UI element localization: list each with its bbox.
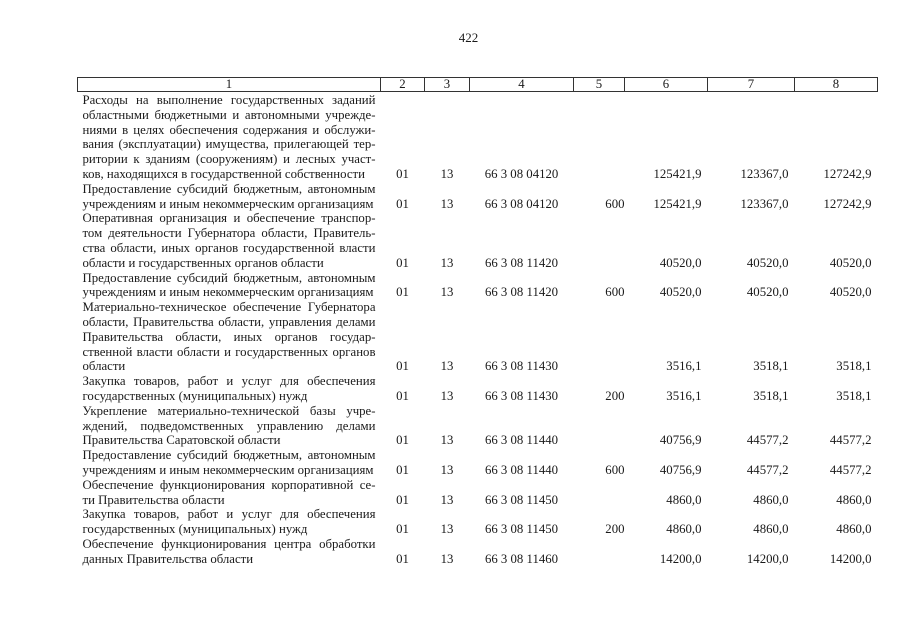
- amount-col-7: 40520,0: [746, 255, 789, 270]
- amount-col-6: 4860,0: [666, 492, 702, 507]
- amount-col-8: 3518,1: [836, 388, 872, 403]
- section-code: 01: [396, 522, 409, 537]
- amount-col-6: 4860,0: [666, 522, 702, 537]
- amount-col-6: 40756,9: [659, 462, 702, 477]
- subsection-code: 13: [440, 255, 454, 270]
- target-article-code: 66 3 08 11440: [484, 433, 559, 448]
- section-code: 01: [396, 551, 409, 566]
- subsection-code: 13: [440, 462, 454, 477]
- row-description: [78, 211, 381, 270]
- description-line: данных Правительства области: [82, 551, 254, 566]
- amount-col-7: 44577,2: [746, 433, 789, 448]
- amount-col-8: 44577,2: [829, 433, 872, 448]
- target-article-code: 66 3 08 04120: [484, 196, 559, 211]
- description-line: области, Правительства области, управления делами: [82, 314, 376, 329]
- section-code: 01: [396, 433, 409, 448]
- row-description: [78, 300, 381, 374]
- expense-type-code: 600: [605, 285, 625, 300]
- description-line: учреждениям и иным некоммерческим организациям: [82, 285, 374, 300]
- table-row: [78, 182, 878, 212]
- description-line: Укрепление материально-технической базы учре-: [82, 403, 376, 418]
- subsection-code: 13: [440, 285, 454, 300]
- description-line: ниями в целях обеспечения содержания и обслужи-: [82, 122, 376, 137]
- description-line: Закупка товаров, работ и услуг для обеспечения: [82, 507, 376, 522]
- expense-type-code: [574, 300, 625, 374]
- subsection-code: 13: [440, 166, 454, 181]
- description-line: Материально-техническое обеспечение Губернатора: [82, 300, 376, 315]
- expense-type-code: [574, 211, 625, 270]
- subsection-code: 13: [440, 551, 454, 566]
- section-code: 01: [396, 285, 409, 300]
- description-line: государственных (муниципальных) нужд: [82, 388, 308, 403]
- header-col-2: 2: [381, 78, 425, 92]
- amount-col-8: 44577,2: [829, 462, 872, 477]
- subsection-code: 13: [440, 492, 454, 507]
- subsection-code: 13: [440, 433, 454, 448]
- description-line: учреждениям и иным некоммерческим организациям: [82, 196, 374, 211]
- amount-col-8: 14200,0: [829, 551, 872, 566]
- subsection-code: 13: [440, 359, 454, 374]
- row-description: [78, 507, 381, 537]
- target-article-code: 66 3 08 04120: [484, 166, 559, 181]
- amount-col-6: 40756,9: [659, 433, 702, 448]
- amount-col-6: 14200,0: [659, 551, 702, 566]
- target-article-code: 66 3 08 11430: [484, 388, 559, 403]
- target-article-code: 66 3 08 11460: [484, 551, 559, 566]
- section-code: 01: [396, 462, 409, 477]
- description-line: ков, находящихся в государственной собственности: [82, 166, 365, 181]
- description-line: ственной власти области и государственных органов: [82, 344, 376, 359]
- amount-col-7: 3518,1: [753, 388, 789, 403]
- amount-col-7: 4860,0: [753, 522, 789, 537]
- header-col-1: 1: [78, 78, 381, 92]
- description-line: Обеспечение функционирования корпоративной се-: [82, 477, 376, 492]
- description-line: вания (эксплуатации) имущества, прилегающей тер-: [82, 137, 376, 152]
- description-line: Закупка товаров, работ и услуг для обеспечения: [82, 374, 376, 389]
- table-row: [78, 448, 878, 478]
- section-code: 01: [396, 359, 409, 374]
- description-line: ства области, иных органов государственной власти: [82, 240, 376, 255]
- target-article-code: 66 3 08 11420: [484, 285, 559, 300]
- amount-col-8: 4860,0: [836, 492, 872, 507]
- expense-type-code: 600: [605, 462, 625, 477]
- row-description: [78, 478, 381, 508]
- description-line: Предоставление субсидий бюджетным, автономным: [82, 448, 376, 463]
- description-line: Обеспечение функционирования центра обработки: [82, 536, 376, 551]
- row-description: [78, 374, 381, 404]
- target-article-code: 66 3 08 11440: [484, 462, 559, 477]
- target-article-code: 66 3 08 11450: [484, 522, 559, 537]
- budget-table: [77, 77, 878, 567]
- description-line: Оперативная организация и обеспечение транспор-: [82, 211, 376, 226]
- row-description: [78, 537, 381, 567]
- amount-col-7: 44577,2: [746, 462, 789, 477]
- amount-col-8: 4860,0: [836, 522, 872, 537]
- target-article-code: 66 3 08 11420: [484, 255, 559, 270]
- row-description: [78, 271, 381, 301]
- target-article-code: 66 3 08 11430: [484, 359, 559, 374]
- description-line: Предоставление субсидий бюджетным, автономным: [82, 270, 376, 285]
- amount-col-8: 40520,0: [829, 285, 872, 300]
- table-row: [78, 92, 878, 182]
- amount-col-7: 3518,1: [753, 359, 789, 374]
- column-number-header: [78, 78, 878, 92]
- amount-col-7: 123367,0: [740, 166, 789, 181]
- description-line: государственных (муниципальных) нужд: [82, 522, 308, 537]
- subsection-code: 13: [440, 196, 454, 211]
- expense-type-code: [574, 404, 625, 448]
- amount-col-8: 3518,1: [836, 359, 872, 374]
- amount-col-6: 125421,9: [653, 196, 702, 211]
- amount-col-6: 40520,0: [659, 285, 702, 300]
- row-description: [78, 448, 381, 478]
- description-line: области: [82, 359, 126, 374]
- expense-type-code: [574, 92, 625, 182]
- amount-col-8: 127242,9: [823, 166, 872, 181]
- page-number: 422: [458, 30, 479, 45]
- row-description: [78, 404, 381, 448]
- amount-col-7: 123367,0: [740, 196, 789, 211]
- amount-col-7: 14200,0: [746, 551, 789, 566]
- table-row: [78, 537, 878, 567]
- amount-col-6: 125421,9: [653, 166, 702, 181]
- description-line: ждений, подведомственных управлению делами: [82, 418, 376, 433]
- target-article-code: 66 3 08 11450: [484, 492, 559, 507]
- section-code: 01: [396, 166, 409, 181]
- table-body: [78, 92, 878, 567]
- section-code: 01: [396, 388, 409, 403]
- section-code: 01: [396, 196, 409, 211]
- section-code: 01: [396, 492, 409, 507]
- description-line: учреждениям и иным некоммерческим организациям: [82, 462, 374, 477]
- description-line: ритории к зданиям (сооружениям) и лесных участ-: [82, 152, 376, 167]
- table-row: [78, 478, 878, 508]
- header-col-7: 7: [708, 78, 795, 92]
- expense-type-code: 600: [605, 196, 625, 211]
- expense-type-code: 200: [605, 388, 625, 403]
- table-row: [78, 211, 878, 270]
- header-col-5: 5: [574, 78, 625, 92]
- table-row: [78, 374, 878, 404]
- amount-col-8: 127242,9: [823, 196, 872, 211]
- amount-col-6: 40520,0: [659, 255, 702, 270]
- amount-col-8: 40520,0: [829, 255, 872, 270]
- header-col-4: 4: [470, 78, 574, 92]
- amount-col-6: 3516,1: [666, 388, 702, 403]
- header-col-3: 3: [425, 78, 470, 92]
- description-line: ти Правительства области: [82, 492, 225, 507]
- row-description: [78, 92, 381, 182]
- table-row: [78, 271, 878, 301]
- expense-type-code: [574, 478, 625, 508]
- row-description: [78, 182, 381, 212]
- description-line: Предоставление субсидий бюджетным, автономным: [82, 181, 376, 196]
- description-line: том деятельности Губернатора области, Правитель-: [82, 226, 376, 241]
- header-col-8: 8: [795, 78, 878, 92]
- description-line: областными бюджетными и автономными учрежде-: [82, 107, 376, 122]
- table-row: [78, 300, 878, 374]
- header-col-6: 6: [625, 78, 708, 92]
- subsection-code: 13: [440, 522, 454, 537]
- description-line: Расходы на выполнение государственных заданий: [82, 93, 376, 107]
- amount-col-7: 4860,0: [753, 492, 789, 507]
- table-row: [78, 507, 878, 537]
- description-line: области и государственных органов области: [82, 255, 324, 270]
- description-line: Правительства Саратовской области: [82, 433, 281, 448]
- expense-type-code: [574, 537, 625, 567]
- amount-col-7: 40520,0: [746, 285, 789, 300]
- expense-type-code: 200: [605, 522, 625, 537]
- table-row: [78, 404, 878, 448]
- subsection-code: 13: [440, 388, 454, 403]
- section-code: 01: [396, 255, 409, 270]
- description-line: Правительства области, иных органов государ-: [82, 329, 376, 344]
- amount-col-6: 3516,1: [666, 359, 702, 374]
